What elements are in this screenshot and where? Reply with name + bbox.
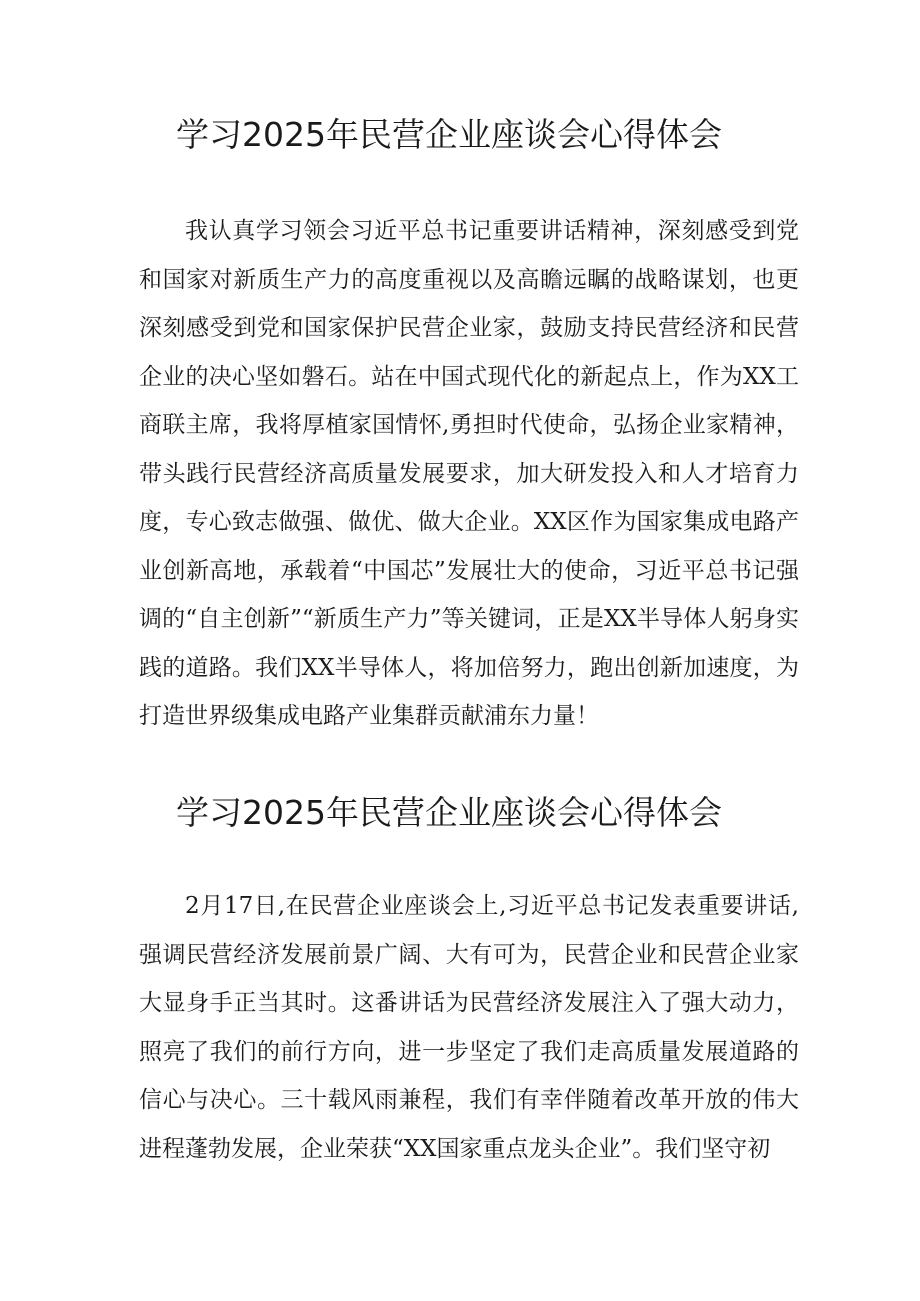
section-1-paragraph: 我认真学习领会习近平总书记重要讲话精神，深刻感受到党和国家对新质生产力的高度重视以及高瞻远瞩的战略谋划，也更深刻感受到党和国家保护民营企业家，鼓励支持民营经济和民营企业的决心坚如磐石。站在中国式现代化的新起点上，作为XX工商联主席，我将厚植家国情怀,勇担时代使命，弘扬企业家精神，带头践行民营经济高质量发展要求，加大研发投入和人才培育力度，专心致志做强、做优、做大企业。XX区作为国家集成电路产业创新高地，承载着“中国芯”发展壮大的使命，习近平总书记强调的“自主创新”“新质生产力”等关键词，正是XX半导体人躬身实践的道路。我们XX半导体人，将加倍努力，跑出创新加速度，为打造世界级集成电路产业集群贡献浦东力量！ [139,218,799,729]
section-2-paragraph: 2月17日,在民营企业座谈会上,习近平总书记发表重要讲话,强调民营经济发展前景广阔、大有可为，民营企业和民营企业家大显身手正当其时。这番讲话为民营经济发展注入了强大动力，照亮了我们的前行方向，进一步坚定了我们走高质量发展道路的信心与决心。三十载风雨兼程，我们有幸伴随着改革开放的伟大进程蓬勃发展，企业荣获“XX国家重点龙头企业”。我们坚守初 [139,893,799,1162]
section-2-title: 学习2025年民营企业座谈会心得体会 [176,793,722,832]
section-1-title: 学习2025年民营企业座谈会心得体会 [176,115,722,154]
